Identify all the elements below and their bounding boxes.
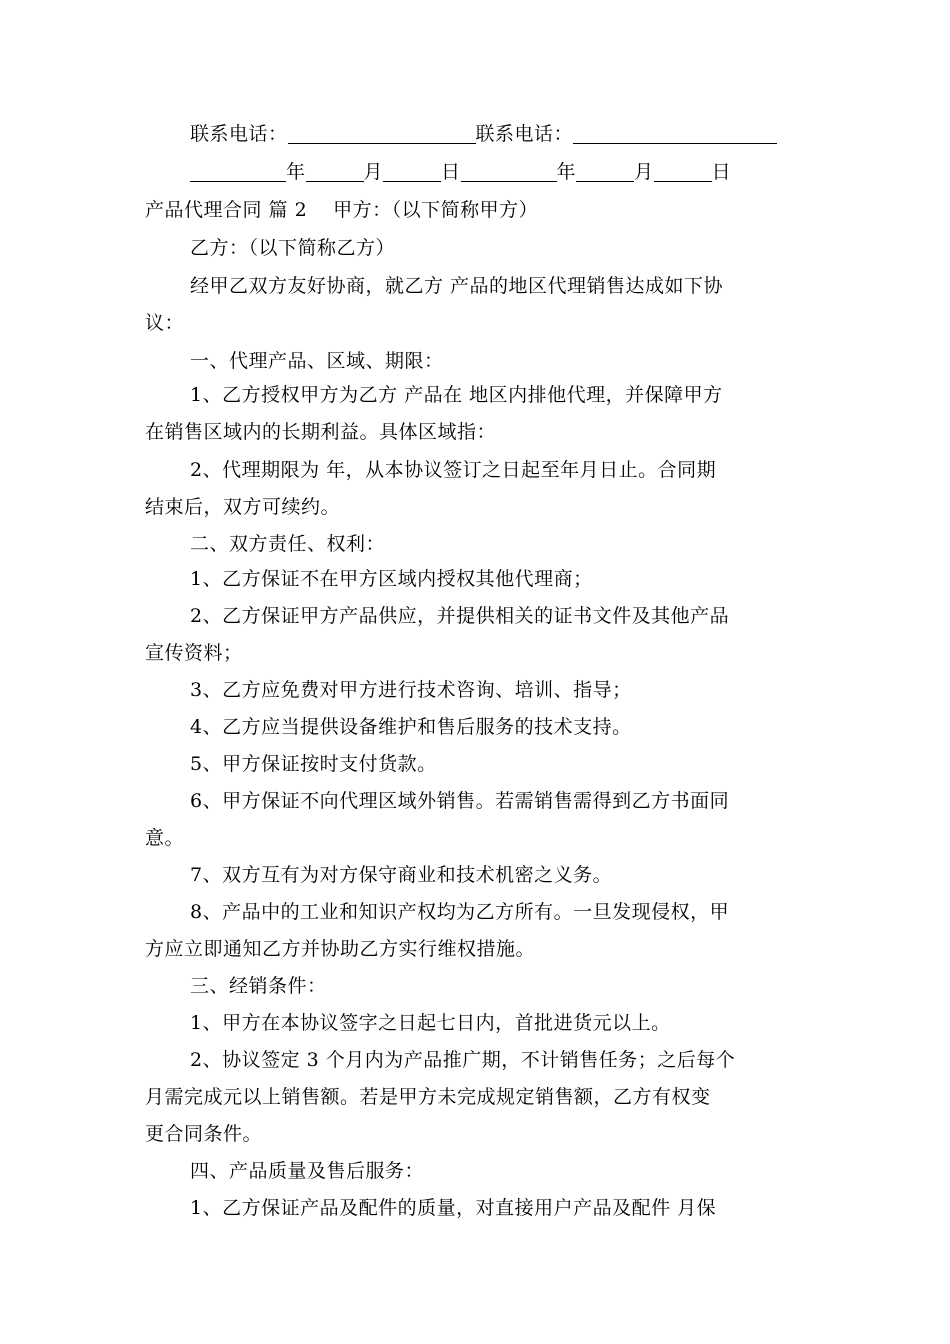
paragraph-line: 结束后，双方可续约。: [145, 496, 341, 518]
paragraph-line: 1、甲方在本协议签字之日起七日内，首批进货元以上。: [190, 1012, 671, 1034]
contact-phone-blank-b: [573, 123, 777, 144]
date-row: [190, 159, 815, 185]
section-heading: 二、双方责任、权利：: [190, 533, 386, 555]
paragraph-line: 4、乙方应当提供设备维护和售后服务的技术支持。: [190, 716, 632, 738]
year-blank-b: [461, 161, 557, 182]
paragraph-line: 7、双方互有为对方保守商业和技术机密之义务。: [190, 864, 613, 886]
day-blank-b: [654, 161, 712, 182]
section-heading: 四、产品质量及售后服务：: [190, 1160, 425, 1182]
party-a-line: 甲方：（以下简称甲方）: [333, 199, 539, 221]
paragraph-line: 6、甲方保证不向代理区域外销售。若需销售需得到乙方书面同: [190, 790, 730, 812]
paragraph-line: 意。: [145, 827, 185, 849]
day-label-a: 日: [441, 161, 461, 183]
contact-phone-blank-a: [288, 123, 476, 144]
month-blank-a: [306, 161, 364, 182]
contact-phone-label-a: 联系电话：: [190, 123, 288, 145]
heading-row: [145, 197, 815, 223]
paragraph-line: 8、产品中的工业和知识产权均为乙方所有。一旦发现侵权，甲: [190, 901, 730, 923]
section-heading: 三、经销条件：: [190, 975, 327, 997]
paragraph-line: 宣传资料；: [145, 642, 243, 664]
month-label-b: 月: [634, 161, 654, 183]
paragraph-line: 3、乙方应免费对甲方进行技术咨询、培训、指导；: [190, 679, 632, 701]
year-label-a: 年: [286, 161, 306, 183]
contract-title: 产品代理合同 篇 2: [145, 199, 308, 221]
day-blank-a: [383, 161, 441, 182]
paragraph-line: 方应立即通知乙方并协助乙方实行维权措施。: [145, 938, 536, 960]
paragraph-line: 1、乙方授权甲方为乙方 产品在 地区内排他代理，并保障甲方: [190, 384, 723, 406]
paragraph-line: 5、甲方保证按时支付货款。: [190, 753, 437, 775]
paragraph-line: 2、代理期限为 年，从本协议签订之日起至年月日止。合同期: [190, 459, 717, 481]
paragraph-line: 在销售区域内的长期利益。具体区域指：: [145, 421, 497, 443]
section-heading: 一、代理产品、区域、期限：: [190, 350, 444, 372]
paragraph-line: 1、乙方保证产品及配件的质量，对直接用户产品及配件 月保: [190, 1197, 717, 1219]
contact-phone-label-b: 联系电话：: [475, 123, 574, 145]
paragraph-line: 乙方：（以下简称乙方）: [190, 237, 396, 259]
paragraph-line: 2、协议签定 3 个月内为产品推广期，不计销售任务；之后每个: [190, 1049, 736, 1071]
year-label-b: 年: [556, 161, 577, 183]
day-label-b: 日: [711, 161, 732, 183]
month-blank-b: [576, 161, 634, 182]
paragraph-line: 议：: [145, 312, 185, 334]
year-blank-a: [190, 161, 286, 182]
contact-phone-row: [190, 121, 815, 147]
month-label-a: 月: [363, 161, 384, 183]
paragraph-line: 经甲乙双方友好协商，就乙方 产品的地区代理销售达成如下协: [190, 275, 724, 297]
paragraph-line: 更合同条件。: [145, 1123, 263, 1145]
paragraph-line: 2、乙方保证甲方产品供应，并提供相关的证书文件及其他产品: [190, 605, 730, 627]
paragraph-line: 1、乙方保证不在甲方区域内授权其他代理商；: [190, 568, 593, 590]
paragraph-line: 月需完成元以上销售额。若是甲方未完成规定销售额，乙方有权变: [145, 1086, 711, 1108]
